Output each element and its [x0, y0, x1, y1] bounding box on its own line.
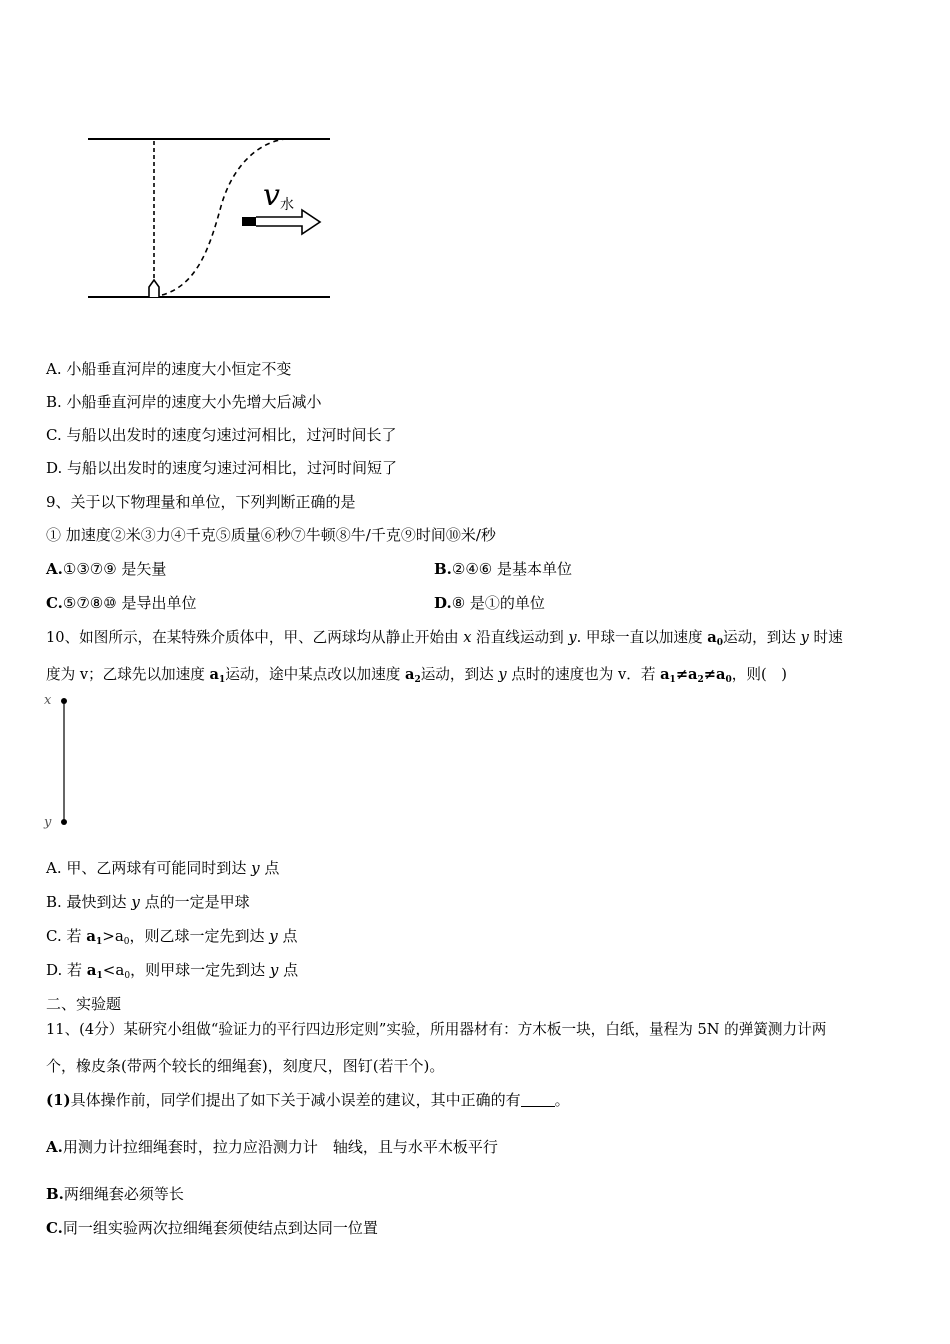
q8-option-b: B. 小船垂直河岸的速度大小先增大后减小 [46, 393, 322, 411]
q9-option-a [46, 559, 166, 579]
q11-option-b: B.两细绳套必须等长 [46, 1185, 184, 1203]
q10-option-b: B. 最快到达 y 点的一定是甲球 [46, 893, 250, 911]
section-heading: 二、实验题 [46, 995, 122, 1013]
q8-option-a: A. 小船垂直河岸的速度大小恒定不变 [46, 360, 292, 378]
q11-stem-line1: 11、(4分）某研究小组做“验证力的平行四边形定则”实验，所用器材有：方木板一块，白纸，量程为 5N 的弹簧测力计两 [46, 1021, 827, 1038]
q9-option-a-text: ①③⑦⑨ 是矢量 [62, 560, 167, 578]
y-point [61, 819, 67, 825]
q10-text: 10、如图所示，在某特殊介质体中，甲、乙两球均从静止开始由 [46, 629, 464, 646]
q10-x: x [463, 629, 472, 646]
q10-text: 运动，途中某点改以加速度 [225, 666, 405, 683]
q10-y: y [800, 629, 809, 646]
river-crossing-figure [80, 125, 340, 310]
velocity-subscript: 水 [280, 197, 294, 213]
q9-option-b-text: ②④⑥ 是基本单位 [451, 560, 573, 578]
q10-stem-line1 [46, 628, 843, 653]
q11-option-c: C.同一组实验两次拉细绳套须使结点到达同一位置 [46, 1219, 378, 1237]
x-point [61, 698, 67, 704]
boat-icon [149, 280, 159, 297]
q9-option-b [434, 559, 572, 579]
q10-text: ，则( ) [731, 666, 787, 683]
q10-a1: $a_1$ [209, 666, 226, 685]
q11-option-a: A.用测力计拉细绳套时，拉力应沿测力计 轴线，且与水平木板平行 [46, 1138, 498, 1156]
q9-option-d-label: D. [434, 594, 452, 612]
q8-option-d: D. 与船以出发时的速度匀速过河相比，过河时间短了 [46, 459, 398, 477]
q10-a0: $a_0$ [707, 629, 723, 648]
q9-option-c-text: ⑤⑦⑧⑩ 是导出单位 [62, 594, 197, 612]
fig-x-label: x [44, 693, 52, 708]
q10-text: . 甲球一直以加速度 [576, 629, 708, 646]
q10-option-c: C. 若 $a_1>a_0$，则乙球一定先到达 y 点 [46, 927, 298, 947]
q10-text: 运动，到达 [420, 666, 499, 683]
q10-inequality: $a_1\ne a_2\ne a_0$ [660, 666, 732, 685]
q11-stem-line2: 个，橡皮条(带两个较长的细绳套)，刻度尺，图钉(若干个)。 [46, 1057, 445, 1075]
q10-stem-line2 [46, 665, 787, 690]
q9-option-c [46, 593, 196, 613]
q9-option-d-text: ⑧ 是①的单位 [451, 594, 545, 612]
xy-segment-figure [40, 688, 80, 833]
q8-option-c: C. 与船以出发时的速度匀速过河相比，过河时间长了 [46, 426, 397, 444]
water-velocity-arrow-icon [256, 210, 320, 234]
q10-text: 沿直线运动到 [471, 629, 569, 646]
q9-stem: 9、关于以下物理量和单位，下列判断正确的是 [46, 493, 356, 511]
q10-text: 度为 v；乙球先以加速度 [46, 666, 210, 683]
q10-a2: $a_2$ [404, 666, 421, 685]
q10-y: y [568, 629, 577, 646]
fig-y-label: y [44, 815, 52, 830]
q10-text: 运动，到达 [722, 629, 801, 646]
q10-option-d: D. 若 $a_1<a_0$，则甲球一定先到达 y 点 [46, 961, 299, 981]
q11-sub1: (1)具体操作前，同学们提出了如下关于减小误差的建议，其中正确的有 。 [46, 1091, 570, 1109]
q10-y: y [498, 666, 507, 683]
q9-option-c-label: C. [46, 594, 63, 612]
q10-text: 时速 [808, 629, 843, 646]
velocity-label: v [263, 178, 280, 213]
q10-option-a: A. 甲、乙两球有可能同时到达 y 点 [46, 859, 280, 877]
q9-option-d [434, 593, 545, 613]
q9-items: ① 加速度②米③力④千克⑤质量⑥秒⑦牛顿⑧牛/千克⑨时间⑩米/秒 [46, 526, 496, 544]
q10-text: 点时的速度也为 v．若 [506, 666, 661, 683]
arrow-tail-block [242, 217, 256, 226]
q9-option-a-label: A. [46, 560, 63, 578]
answer-blank[interactable] [521, 1092, 555, 1107]
q9-option-b-label: B. [434, 560, 452, 578]
